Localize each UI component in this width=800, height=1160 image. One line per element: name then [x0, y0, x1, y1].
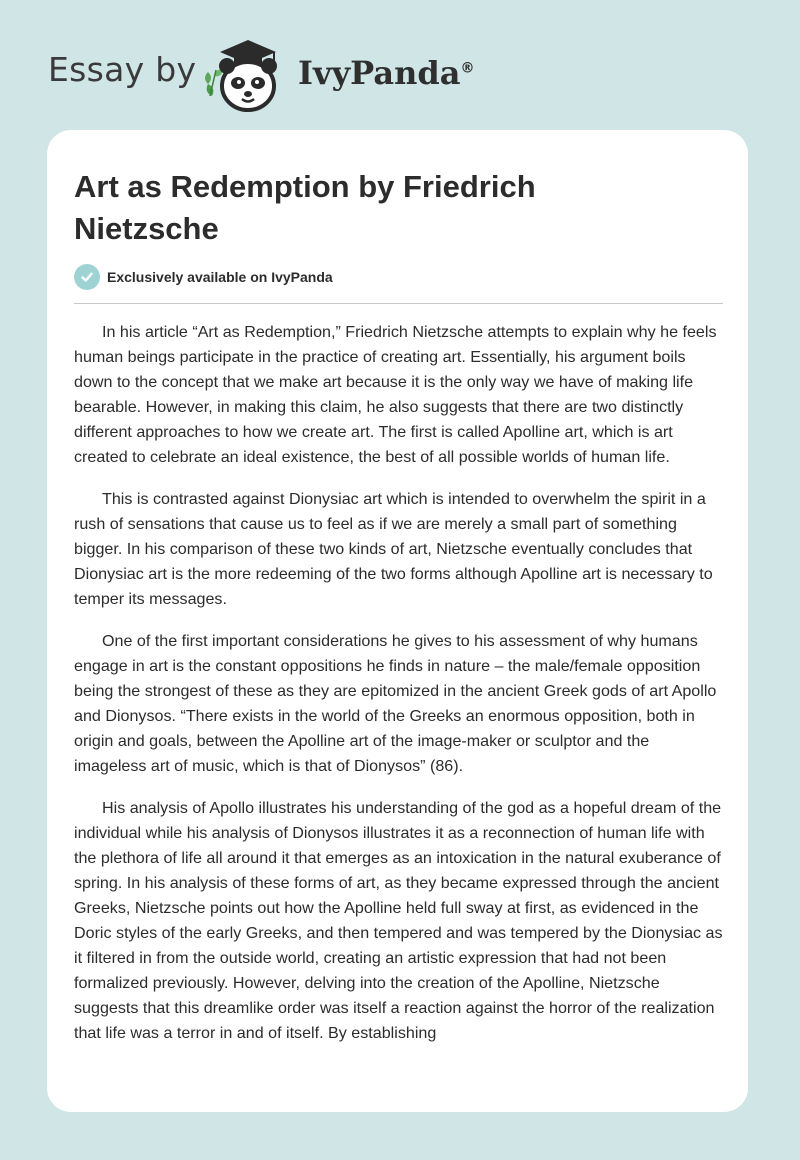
- essay-card: [47, 130, 748, 1112]
- essay-paragraph: His analysis of Apollo illustrates his understanding of the god as a hopeful dream of the individual while his analysis of Dionysos illustrates it as a reconnection of human life with the plethora of life all around it that emerges as an intoxication in the natural exuberance of spring. In his analysis of these forms of art, as they became expressed through the ancient Greeks, Nietzsche points out how the Apolline held full sway at first, as evidenced in the Doric styles of the early Greeks, and then tempered and was tempered by the Dionysiac as it filtered in from the outside world, creating an artistic expression that had not been formalized previously. However, delving into the creation of the Apolline, Nietzsche suggests that this dreamlike order was itself a reaction against the horror of the realization that life was a terror in and of itself. By establishing: [74, 799, 723, 1042]
- title-divider: [74, 303, 723, 304]
- exclusive-badge: [74, 264, 333, 290]
- essay-paragraph: In his article “Art as Redemption,” Friedrich Nietzsche attempts to explain why he feels human beings participate in the practice of creating art. Essentially, his argument boils down to the concept that we make art because it is the only way we have of making life bearable. However, in making this claim, he also suggests that there are two distinctly different approaches to how we create art. The first is called Apolline art, which is art created to celebrate an ideal existence, the best of all possible worlds of human life.: [74, 323, 717, 466]
- registered-mark: ®: [460, 60, 475, 77]
- check-icon: [74, 264, 100, 290]
- essay-paragraph: This is contrasted against Dionysiac art which is intended to overwhelm the spirit in a rush of sensations that cause us to feel as if we are merely a small part of something bigger. In his comparison of these two kinds of art, Nietzsche eventually concludes that Dionysiac art is the more redeeming of the two forms although Apolline art is necessary to temper its messages.: [74, 490, 713, 608]
- brand-logo[interactable]: [298, 54, 474, 92]
- essay-by-label: Essay by: [48, 50, 197, 89]
- essay-paragraph: One of the first important considerations he gives to his assessment of why humans engage in art is the constant oppositions he finds in nature – the male/female opposition being the strongest of these as they are epitomized in the ancient Greek gods of art Apollo and Dionysos. “There exists in the world of the Greeks an enormous opposition, both in origin and goals, between the Apolline art of the image-maker or sculptor and the imageless art of music, which is that of Dionysos” (86).: [74, 632, 717, 775]
- essay-title: Art as Redemption by Friedrich Nietzsche: [74, 169, 536, 246]
- brand-name: IvyPanda: [298, 54, 461, 92]
- exclusive-badge-label: Exclusively available on IvyPanda: [107, 269, 333, 285]
- site-header: [0, 0, 800, 130]
- essay-body: [74, 320, 723, 1063]
- panda-graduate-icon[interactable]: [200, 36, 292, 114]
